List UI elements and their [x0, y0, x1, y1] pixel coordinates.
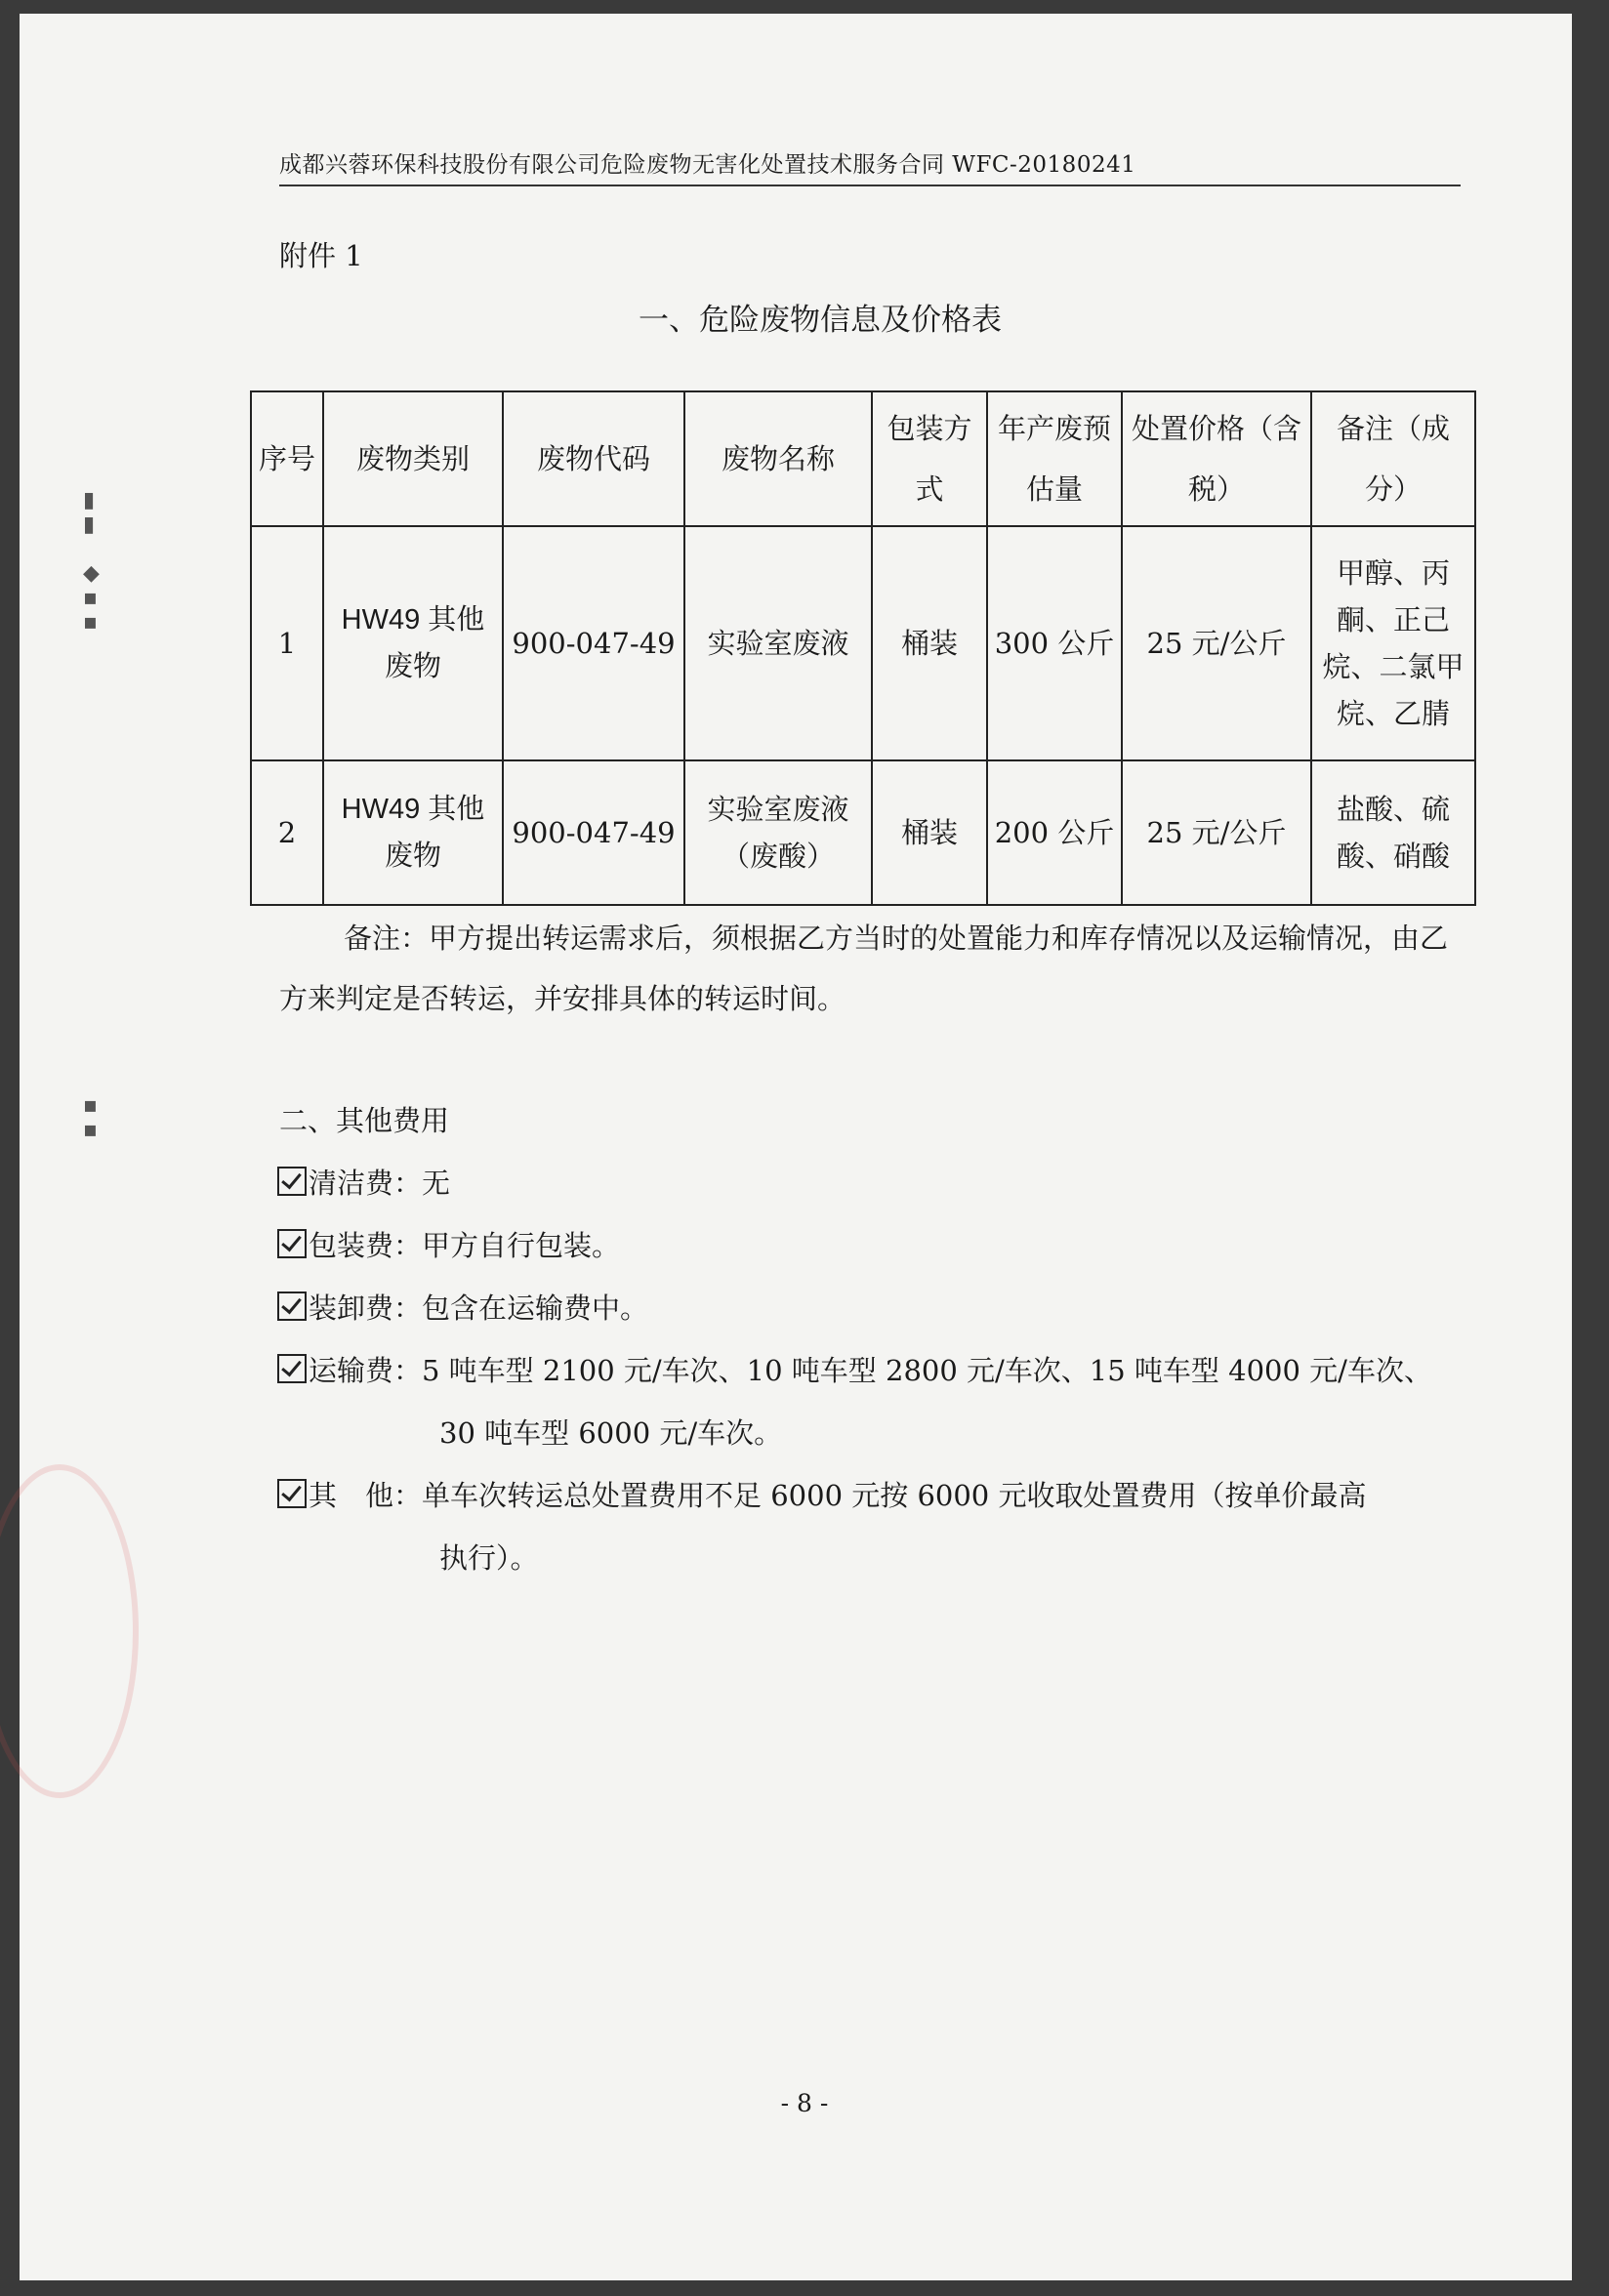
page-number: - 8 -	[780, 2089, 829, 2117]
fee-item-other: 其 他：单车次转运总处置费用不足 6000 元按 6000 元收取处置费用（按单价最高 执行）。	[277, 1464, 1474, 1589]
annex-label: 附件 1	[279, 239, 363, 272]
header-cell-remarks: 备注（成分）	[1311, 391, 1475, 526]
table-cell: 实验室废液	[684, 526, 872, 760]
table-note: 备注：甲方提出转运需求后，须根据乙方当时的处置能力和库存情况以及运输情况，由乙方来判定是否转运，并安排具体的转运时间。	[279, 922, 1449, 1015]
fee-item-packaging: 包装费：甲方自行包装。	[277, 1214, 1474, 1277]
header-cell-annual-estimate: 年产废预估量	[987, 391, 1122, 526]
table-cell: 25 元/公斤	[1122, 760, 1311, 905]
checkbox-checked-icon	[277, 1229, 307, 1258]
header-cell-category: 废物类别	[323, 391, 503, 526]
header-cell-price: 处置价格（含税）	[1122, 391, 1311, 526]
margin-marks: ▮ ▮ ◆ ▪ ▪	[83, 488, 100, 635]
header-cell-index: 序号	[251, 391, 323, 526]
table-cell: 900-047-49	[503, 526, 684, 760]
checkbox-checked-icon	[277, 1292, 307, 1321]
checkbox-checked-icon	[277, 1479, 307, 1508]
fee-item-cleaning: 清洁费：无	[277, 1152, 1474, 1214]
table-cell: 900-047-49	[503, 760, 684, 905]
fee-item-transport: 运输费：5 吨车型 2100 元/车次、10 吨车型 2800 元/车次、15 吨车型 4000 元/车次、 30 吨车型 6000 元/车次。	[277, 1339, 1474, 1464]
header-cell-packaging: 包装方式	[872, 391, 987, 526]
page-header: 成都兴蓉环保科技股份有限公司危险废物无害化处置技术服务合同 WFC-20180241	[279, 146, 1461, 186]
table-header-row	[251, 391, 1475, 526]
table-cell: HW49 其他废物	[323, 526, 503, 760]
section-1-title: 一、危险废物信息及价格表	[639, 303, 1002, 338]
table-cell: 甲醇、丙酮、正己烷、二氯甲烷、乙腈	[1311, 526, 1475, 760]
table-cell: 盐酸、硫酸、硝酸	[1311, 760, 1475, 905]
margin-marks-lower: ▪ ▪	[83, 1093, 98, 1142]
document-page	[20, 14, 1572, 2280]
table-cell: 2	[251, 760, 323, 905]
table-cell: 200 公斤	[987, 760, 1122, 905]
table-cell: 桶装	[872, 760, 987, 905]
fee-item-loading: 装卸费：包含在运输费中。	[277, 1277, 1474, 1339]
table-cell: 1	[251, 526, 323, 760]
table-cell: HW49 其他废物	[323, 760, 503, 905]
section-2-title: 二、其他费用	[279, 1104, 450, 1137]
checkbox-checked-icon	[277, 1354, 307, 1383]
table-row	[251, 760, 1475, 905]
header-cell-code: 废物代码	[503, 391, 684, 526]
table-row	[251, 526, 1475, 760]
table-cell: 300 公斤	[987, 526, 1122, 760]
checkbox-checked-icon	[277, 1167, 307, 1196]
table-cell: 桶装	[872, 526, 987, 760]
waste-price-table	[250, 390, 1476, 906]
table-cell: 25 元/公斤	[1122, 526, 1311, 760]
header-cell-name: 废物名称	[684, 391, 872, 526]
table-cell: 实验室废液（废酸）	[684, 760, 872, 905]
